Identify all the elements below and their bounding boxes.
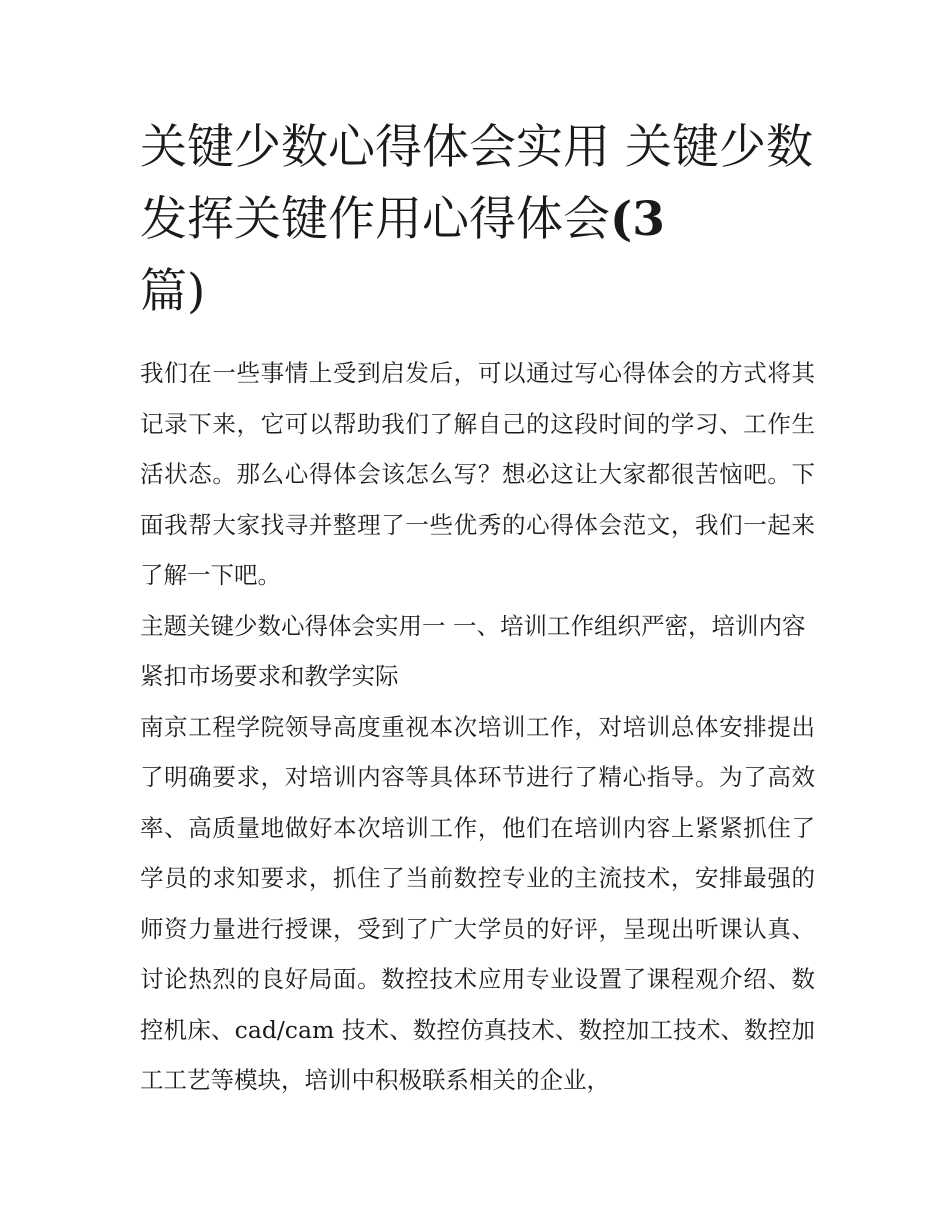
intro-paragraph: 我们在一些事情上受到启发后，可以通过写心得体会的方式将其记录下来，它可以帮助我们了解自己的这段时间的学习、工作生活状态。那么心得体会该怎么写？想必这让大家都很苦恼吧。下面我帮大家找寻并整理了一些优秀的心得体会范文，我们一起来了解一下吧。 [140,359,815,589]
title-count: (3 [610,192,665,247]
title-text: 关键少数心得体会实用 关键少数发挥关键作用心得体会 [140,120,813,247]
document-title [140,112,815,328]
title-suffix: 篇) [140,264,206,319]
body-paragraph: 南京工程学院领导高度重视本次培训工作，对培训总体安排提出了明确要求，对培训内容等具体环节进行了精心指导。为了高效率、高质量地做好本次培训工作，他们在培训内容上紧紧抓住了学员的求知要求，抓住了当前数控专业的主流技术，安排最强的师资力量进行授课，受到了广大学员的好评，呈现出听课认真、讨论热烈的良好局面。数控技术应用专业设置了课程观介绍、数控机床、cad/cam 技术、数控仿真技术、数控加工技术、数控加工工艺等模块，培训中积极联系相关的企业， [140,712,815,1094]
document-page [140,112,815,1106]
section-heading: 主题关键少数心得体会实用一 一、培训工作组织严密，培训内容紧扣市场要求和教学实际 [140,611,806,690]
